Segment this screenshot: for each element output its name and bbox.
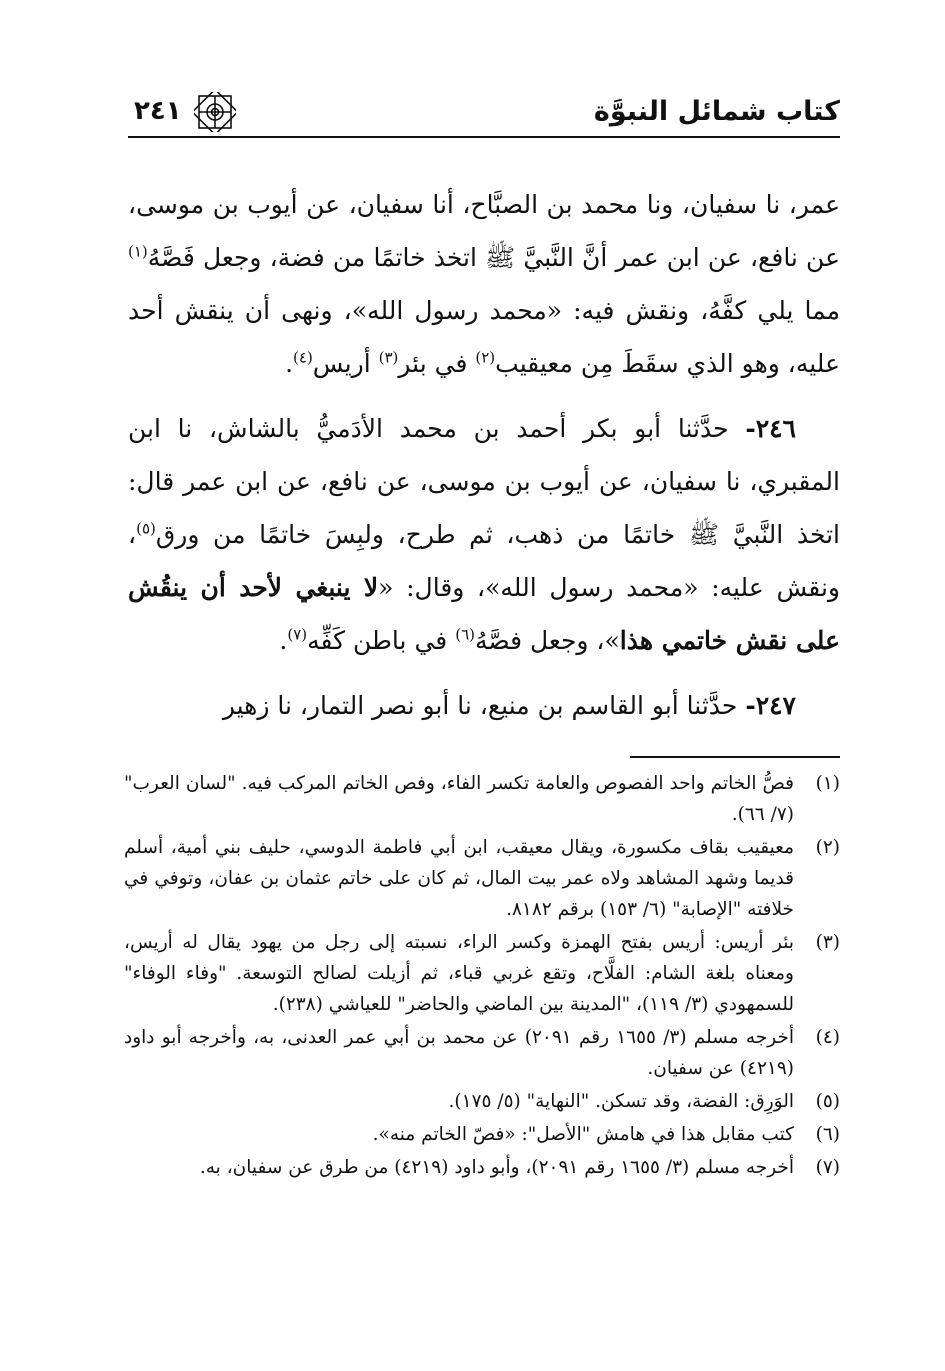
main-text xyxy=(128,178,840,744)
text-segment: . xyxy=(285,349,294,378)
text-segment: مما يلي كفَّهُ، ونقش فيه: «محمد رسول الله»، ونهى أن ينقش أحد عليه، وهو الذي سقَطَ مِن معيقيب xyxy=(128,296,840,378)
book-title: كتاب شمائل النبوَّة xyxy=(593,96,840,127)
text-segment: في بئر xyxy=(398,349,476,378)
text-segment: . xyxy=(279,626,288,655)
footnote-text: معيقيب بقاف مكسورة، ويقال معيقب، ابن أبي فاطمة الدوسي، حليف بني أمية، أسلم قديما وشهد المشاهد ولاه عمر بيت المال، ثم كان على خاتم عثمان بن عفان، وتوفي في خلافته "الإصابة" (٦/ ١٥٣) برقم ٨١٨٢. xyxy=(124,837,794,920)
paragraph xyxy=(128,178,840,390)
footnote-divider xyxy=(630,756,840,758)
header-divider xyxy=(128,136,840,138)
footnote-4 xyxy=(124,1022,840,1084)
text-segment: »، وجعل فصَّهُ xyxy=(474,626,620,655)
footnote-1 xyxy=(124,768,840,830)
footnote-text: فصُّ الخاتم واحد الفصوص والعامة تكسر الفاء، وفص الخاتم المركب فيه. "لسان العرب" (٧/ ٦٦). xyxy=(124,773,794,825)
running-header xyxy=(128,92,840,142)
footnote-number: (١) xyxy=(815,773,840,794)
footnote-3 xyxy=(124,927,840,1020)
footnote-ref: (٧) xyxy=(287,625,308,644)
footnote-number: (٣) xyxy=(815,932,840,953)
page-number: ٢٤١ xyxy=(134,96,182,126)
text-segment: أريس xyxy=(312,349,379,378)
footnote-number: (٥) xyxy=(815,1091,840,1112)
footnote-ref: (٥) xyxy=(136,519,156,538)
text-segment: حدَّثنا أبو القاسم بن منيع، نا أبو نصر التمار، نا زهير xyxy=(222,691,746,720)
hadith-number: ٢٤٦- xyxy=(745,414,796,443)
footnote-text: الوَرِق: الفضة، وقد تسكن. "النهاية" (٥/ ١٧٥). xyxy=(448,1091,794,1112)
footnote-number: (٢) xyxy=(815,837,840,858)
ornament-icon xyxy=(194,92,236,132)
text-segment: في باطن كَفِّه xyxy=(307,626,456,655)
footnote-text: بئر أريس: أريس بفتح الهمزة وكسر الراء، نسبته إلى رجل من يهود يقال له أريس، ومعناه بلغة الشام: الفلَّاح، وتقع غربي قباء، ثم أزيلت لصالح التوسعة. "وفاء الوفاء" للسمهودي (٣/ ١١٩)، "المدينة بين الماضي والحاضر" للعياشي (٢٣٨). xyxy=(124,932,794,1015)
footnote-text: كتب مقابل هذا في هامش "الأصل": «فصّ الخاتم منه». xyxy=(372,1124,794,1145)
footnote-text: أخرجه مسلم (٣/ ١٦٥٥ رقم ٢٠٩١) عن محمد بن أبي عمر العدنى، به، وأخرجه أبو داود (٤٢١٩) عن سفيان. xyxy=(124,1027,794,1079)
footnotes xyxy=(124,768,840,1185)
footnote-ref: (١) xyxy=(128,242,148,261)
text-segment: حدَّثنا أبو بكر أحمد بن محمد الأدَميُّ بالشاش، نا ابن المقبري، نا سفيان، عن أيوب بن موسى، عن نافع، عن ابن عمر قال: اتخذ النَّبيَّ ﷺ خاتمًا من ذهب، ثم طرح، ولبِسَ خاتمًا من ورق xyxy=(128,414,840,549)
hadith-247 xyxy=(128,679,840,732)
footnote-7 xyxy=(124,1152,840,1183)
hadith-number: ٢٤٧- xyxy=(745,691,796,720)
footnote-number: (٧) xyxy=(815,1157,840,1178)
footnote-ref: (٦) xyxy=(455,625,475,644)
text-segment: ، ونقش عليه: «محمد رسول الله»، وقال: « xyxy=(128,520,840,602)
footnote-number: (٤) xyxy=(815,1027,840,1048)
footnote-5 xyxy=(124,1086,840,1117)
emphasized-quote: لا ينبغي لأحد أن ينقُش على نقش خاتمي هذا xyxy=(128,573,840,655)
footnote-ref: (٣) xyxy=(378,348,399,367)
footnote-text: أخرجه مسلم (٣/ ١٦٥٥ رقم ٢٠٩١)، وأبو داود (٤٢١٩) من طرق عن سفيان، به. xyxy=(199,1157,794,1178)
footnote-ref: (٤) xyxy=(293,348,313,367)
footnote-ref: (٢) xyxy=(475,348,496,367)
footnote-6 xyxy=(124,1119,840,1150)
text-segment: عمر، نا سفيان، ونا محمد بن الصبَّاح، أنا سفيان، عن أيوب بن موسى، عن نافع، عن ابن عمر أنَّ النَّبيَّ ﷺ اتخذ خاتمًا من فضة، وجعل فَصَّهُ xyxy=(128,190,840,272)
footnote-number: (٦) xyxy=(815,1124,840,1145)
footnote-2 xyxy=(124,832,840,925)
hadith-246 xyxy=(128,402,840,667)
